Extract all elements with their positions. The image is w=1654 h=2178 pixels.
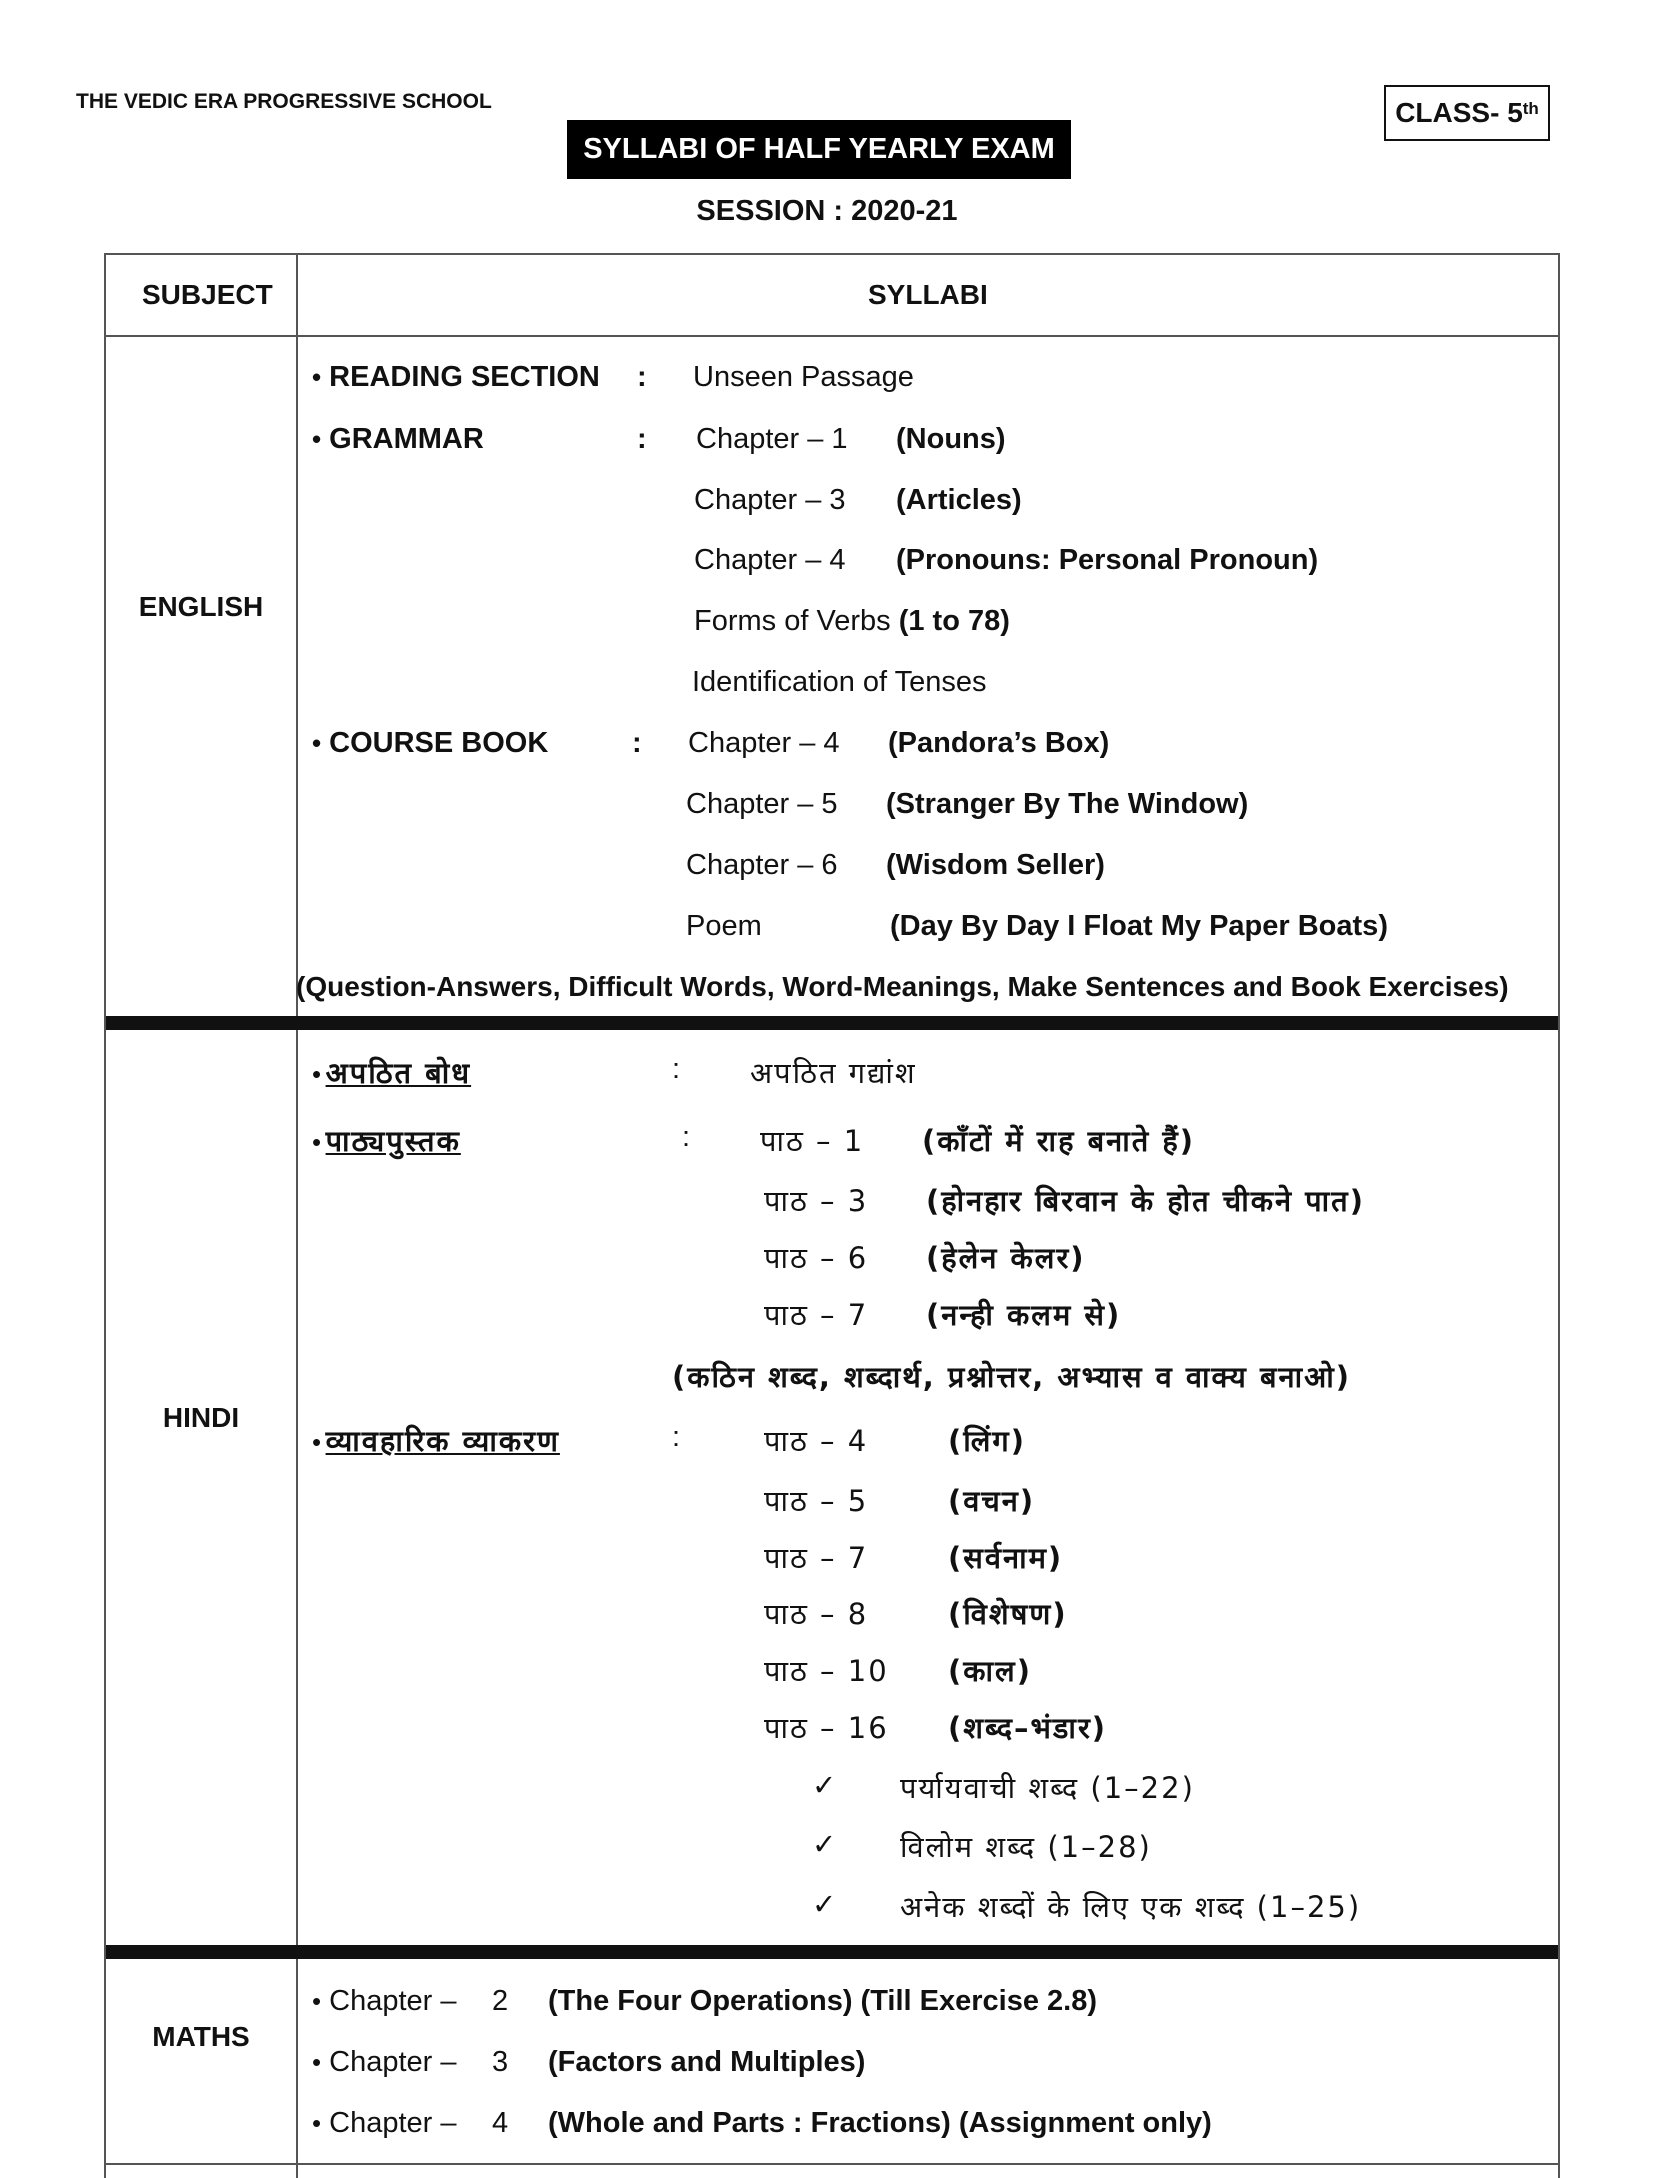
grammar-topic: (Articles) [896, 484, 1022, 516]
colon: : [637, 361, 647, 393]
bullet: • [312, 362, 322, 392]
bullet: • [312, 1986, 322, 2016]
verbs-text: Forms of Verbs [694, 605, 891, 637]
column-divider [296, 255, 298, 2178]
check-icon: ✓ [812, 1770, 837, 1802]
syllabus-table [104, 253, 1560, 2178]
grammar-topic: (Pronouns: Personal Pronoun) [896, 544, 1319, 576]
apathit-label: अपठित बोध [325, 1056, 472, 1090]
colon: : [672, 1053, 681, 1085]
vyakaran-topic: (सर्वनाम) [948, 1541, 1064, 1575]
course-chapter: Chapter – 4 [688, 727, 840, 759]
vyakaran-topic: (वचन) [948, 1484, 1036, 1518]
maths-chapter: Chapter – [329, 2107, 457, 2139]
maths-chapter-number: 2 [492, 1985, 509, 2017]
path-chapter: पाठ – 3 [764, 1184, 869, 1218]
check-item: अनेक शब्दों के लिए एक शब्द (1–25) [900, 1890, 1362, 1924]
course-topic: (Day By Day I Float My Paper Boats) [890, 910, 1388, 942]
pathyapustak-item [312, 1121, 461, 1160]
check-icon: ✓ [812, 1829, 837, 1861]
pathyapustak-label: पाठ्यपुस्तक [325, 1124, 461, 1158]
english-footer-note: (Question-Answers, Difficult Words, Word-Meanings, Make Sentences and Book Exercises) [296, 971, 1509, 1002]
maths-item [312, 2107, 457, 2140]
bullet: • [312, 1127, 322, 1157]
verbs-range: (1 to 78) [898, 605, 1010, 637]
class-superscript: th [1522, 99, 1539, 118]
path-topic: (नन्ही कलम से) [926, 1298, 1122, 1332]
path-chapter: पाठ – 1 [760, 1124, 865, 1158]
check-item: विलोम शब्द (1–28) [900, 1830, 1152, 1864]
course-book-label: COURSE BOOK [329, 727, 549, 759]
exam-title: SYLLABI OF HALF YEARLY EXAM [583, 133, 1055, 165]
vyakaran-topic: (लिंग) [948, 1424, 1027, 1458]
maths-topic: (Whole and Parts : Fractions) (Assignment only) [548, 2107, 1212, 2139]
check-item: पर्यायवाची शब्द (1–22) [900, 1771, 1195, 1805]
maths-chapter: Chapter – [329, 2046, 457, 2078]
maths-topic: (Factors and Multiples) [548, 2046, 866, 2078]
apathit-value: अपठित गद्यांश [750, 1056, 917, 1090]
vyakaran-chapter: पाठ – 16 [764, 1711, 889, 1745]
grammar-label: GRAMMAR [329, 423, 484, 455]
session-label: SESSION : 2020-21 [696, 195, 958, 227]
path-topic: (हेलेन केलर) [926, 1241, 1086, 1275]
verbs-line [694, 605, 1010, 638]
apathit-item [312, 1053, 471, 1092]
header-row-divider [106, 335, 1558, 337]
subject-maths: MATHS [152, 2021, 250, 2052]
bullet: • [312, 1427, 322, 1457]
bullet: • [312, 1059, 322, 1089]
vyakaran-chapter: पाठ – 5 [764, 1484, 869, 1518]
reading-section-value: Unseen Passage [693, 361, 914, 393]
vyakaran-chapter: पाठ – 4 [764, 1424, 869, 1458]
header-subject: SUBJECT [142, 279, 273, 310]
english-hindi-divider [106, 1016, 1558, 1030]
vyakaran-topic: (विशेषण) [948, 1597, 1068, 1631]
bullet: • [312, 424, 322, 454]
course-topic: (Wisdom Seller) [886, 849, 1105, 881]
check-icon: ✓ [812, 1889, 837, 1921]
maths-chapter-number: 4 [492, 2107, 509, 2139]
course-book-item [312, 727, 548, 760]
vyakaran-item [312, 1421, 560, 1460]
tenses-line: Identification of Tenses [692, 666, 987, 698]
table-bottom-line [106, 2163, 1558, 2165]
maths-item [312, 1985, 457, 2018]
exam-title-banner [567, 120, 1071, 179]
bullet: • [312, 2047, 322, 2077]
vyakaran-chapter: पाठ – 10 [764, 1654, 889, 1688]
grammar-topic: (Nouns) [896, 423, 1006, 455]
vyakaran-topic: (काल) [948, 1654, 1032, 1688]
vyakaran-chapter: पाठ – 8 [764, 1597, 869, 1631]
vyakaran-chapter: पाठ – 7 [764, 1541, 869, 1575]
grammar-item [312, 423, 484, 456]
course-chapter: Chapter – 5 [686, 788, 838, 820]
maths-chapter-number: 3 [492, 2046, 509, 2078]
course-topic: (Pandora’s Box) [888, 727, 1110, 759]
maths-chapter: Chapter – [329, 1985, 457, 2017]
class-label: CLASS- 5 [1395, 97, 1523, 128]
subject-hindi: HINDI [162, 1402, 240, 1433]
colon: : [682, 1121, 691, 1153]
bullet: • [312, 2108, 322, 2138]
path-topic: (काँटों में राह बनाते हैं) [922, 1124, 1196, 1158]
bullet: • [312, 728, 322, 758]
reading-section-item [312, 361, 600, 394]
colon: : [672, 1421, 681, 1453]
school-name: THE VEDIC ERA PROGRESSIVE SCHOOL [76, 90, 492, 113]
reading-section-label: READING SECTION [329, 361, 600, 393]
class-box [1384, 85, 1550, 141]
vyakaran-label: व्यावहारिक व्याकरण [325, 1424, 560, 1458]
maths-item [312, 2046, 457, 2079]
grammar-chapter: Chapter – 4 [694, 544, 846, 576]
maths-topic: (The Four Operations) (Till Exercise 2.8) [548, 1985, 1097, 2017]
path-chapter: पाठ – 7 [764, 1298, 869, 1332]
course-chapter: Chapter – 6 [686, 849, 838, 881]
colon: : [637, 423, 647, 455]
path-chapter: पाठ – 6 [764, 1241, 869, 1275]
colon: : [632, 727, 642, 759]
grammar-chapter: Chapter – 1 [696, 423, 848, 455]
header-syllabi: SYLLABI [868, 279, 988, 310]
hindi-maths-divider [106, 1945, 1558, 1959]
path-topic: (होनहार बिरवान के होत चीकने पात) [926, 1184, 1365, 1218]
grammar-chapter: Chapter – 3 [694, 484, 846, 516]
pathya-note: (कठिन शब्द, शब्दार्थ, प्रश्नोत्तर, अभ्यास व वाक्य बनाओ) [672, 1360, 1352, 1394]
course-topic: (Stranger By The Window) [886, 788, 1249, 820]
course-chapter: Poem [686, 910, 762, 942]
vyakaran-topic: (शब्द–भंडार) [948, 1711, 1108, 1745]
subject-english: ENGLISH [138, 591, 264, 622]
